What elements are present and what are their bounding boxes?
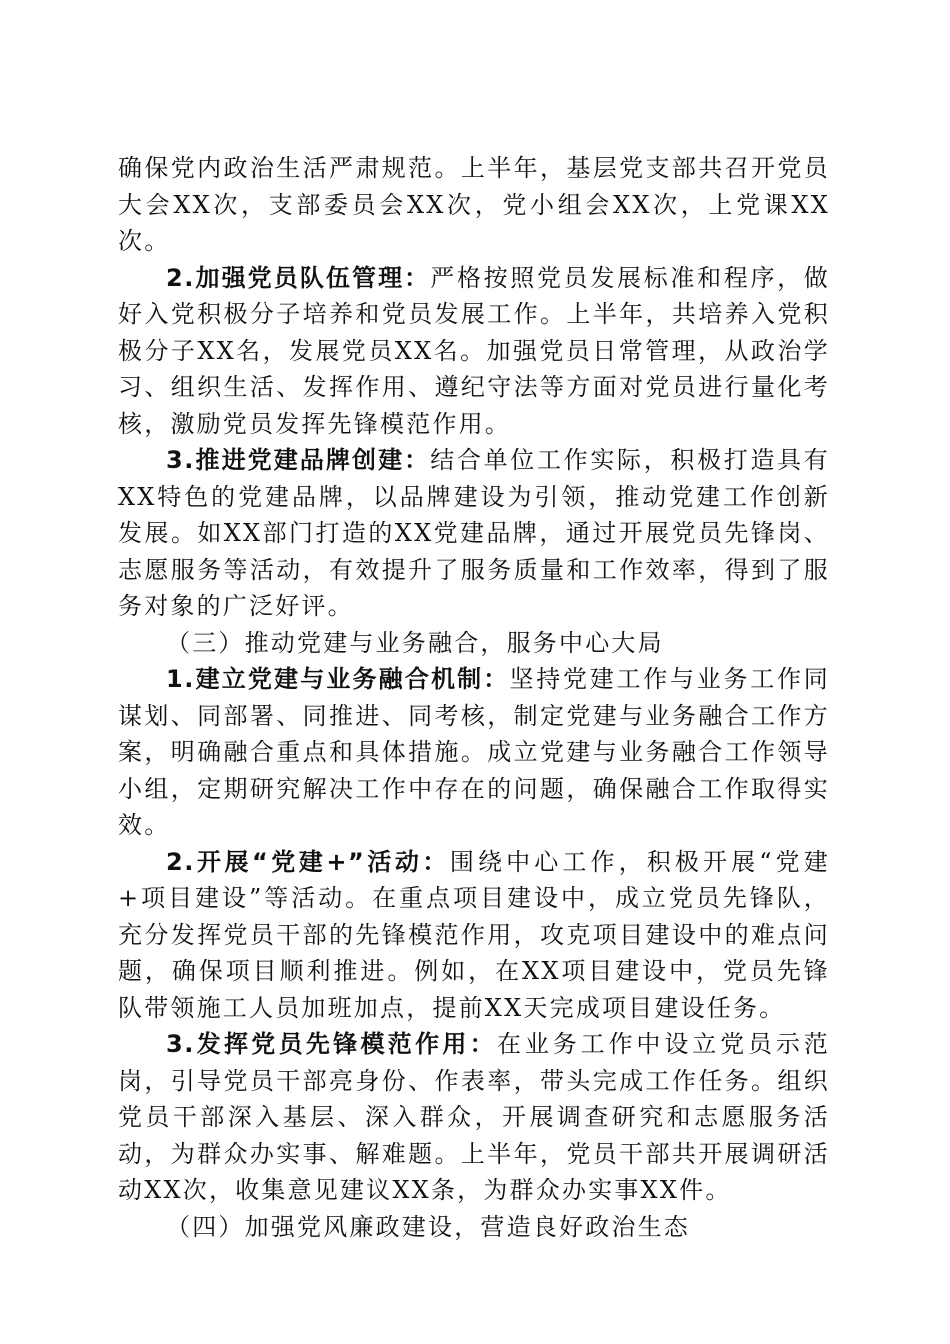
paragraph-lead: 1.建立党建与业务融合机制：	[166, 665, 510, 693]
paragraph-item-1	[118, 661, 830, 844]
paragraph-item-2	[118, 260, 830, 443]
section-heading-3: （三）推动党建与业务融合，服务中心大局	[166, 628, 664, 657]
paragraph-lead: 2.开展“党建+”活动：	[166, 847, 450, 876]
paragraph-text: 坚持党建工作与业务工作同谋划、同部署、同推进、同考核，制定党建与业务融合工作方案，明确融合重点和具体措施。成立党建与业务融合工作领导小组，定期研究解决工作中存在的问题，确保融合工作取得实效。	[118, 665, 830, 839]
paragraph-text: 围绕中心工作，积极开展“党建+项目建设”等活动。在重点项目建设中，成立党员先锋队，充分发挥党员干部的先锋模范作用，攻克项目建设中的难点问题，确保项目顺利推进。例如，在XX项目建设中，党员先锋队带领施工人员加班加点，提前XX天完成项目建设任务。	[118, 847, 830, 1022]
paragraph-item-3	[118, 442, 830, 625]
paragraph-lead: 2.加强党员队伍管理：	[166, 263, 431, 292]
paragraph-text: 严格按照党员发展标准和程序，做好入党积极分子培养和党员发展工作。上半年，共培养入党积极分子XX名，发展党员XX名。加强党员日常管理，从政治学习、组织生活、发挥作用、遵纪守法等方面对党员进行量化考核，激励党员发挥先锋模范作用。	[118, 263, 831, 438]
paragraph-text: 结合单位工作实际，积极打造具有XX特色的党建品牌，以品牌建设为引领，推动党建工作创新发展。如XX部门打造的XX党建品牌，通过开展党员先锋岗、志愿服务等活动，有效提升了服务质量和工作效率，得到了服务对象的广泛好评。	[118, 446, 831, 620]
paragraph-item-2	[118, 844, 830, 1027]
section-heading-4: （四）加强党风廉政建设，营造良好政治生态	[166, 1212, 690, 1241]
paragraph-text: 确保党内政治生活严肃规范。上半年，基层党支部共召开党员大会XX次，支部委员会XX次，党小组会XX次，上党课XX次。	[118, 154, 830, 255]
document-page	[118, 150, 830, 1245]
paragraph-item-3	[118, 1026, 830, 1209]
paragraph-continuation	[118, 150, 830, 260]
paragraph-lead: 3.推进党建品牌创建：	[166, 446, 431, 474]
paragraph-text: 在业务工作中设立党员示范岗，引导党员干部亮身份、作表率，带头完成工作任务。组织党员干部深入基层、深入群众，开展调查研究和志愿服务活动，为群众办实事、解难题。上半年，党员干部共开展调研活动XX次，收集意见建议XX条，为群众办实事XX件。	[118, 1030, 830, 1204]
paragraph-lead: 3.发挥党员先锋模范作用：	[166, 1030, 497, 1058]
